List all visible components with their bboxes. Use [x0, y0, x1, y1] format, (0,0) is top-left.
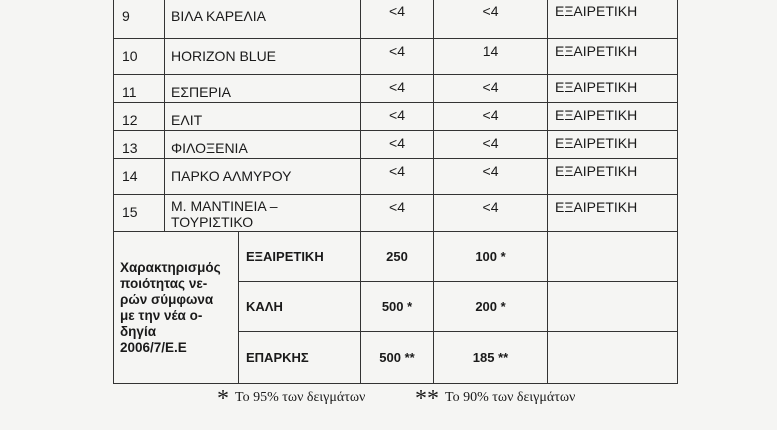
table-row: [114, 131, 678, 159]
value-2: <4: [434, 0, 548, 39]
level-value-2: 200 *: [434, 282, 548, 332]
table-row: [114, 232, 678, 282]
quality-rating: ΕΞΑΙΡΕΤΙΚΗ: [548, 39, 678, 75]
value-1: <4: [361, 0, 434, 39]
label-line: δηγία: [120, 323, 156, 339]
value-1: <4: [361, 131, 434, 159]
results-table: [113, 0, 678, 384]
row-number: 10: [114, 39, 165, 75]
quality-rating: ΕΞΑΙΡΕΤΙΚΗ: [548, 131, 678, 159]
label-line: ποιότητας νε-: [120, 275, 208, 291]
quality-rating: ΕΞΑΙΡΕΤΙΚΗ: [548, 159, 678, 195]
double-asterisk-mark: **: [415, 386, 439, 412]
site-name: ΕΣΠΕΡΙΑ: [165, 75, 361, 103]
footnote-text: Το 95% των δειγμάτων: [235, 390, 366, 405]
site-name-line: ΤΟΥΡΙΣΤΙΚΟ: [171, 214, 254, 230]
row-number: 13: [114, 131, 165, 159]
empty-cell: [548, 282, 678, 332]
footnote-95: [217, 386, 365, 413]
level-category: ΕΞΑΙΡΕΤΙΚΗ: [239, 232, 361, 282]
site-name: HORIZON BLUE: [165, 39, 361, 75]
value-2: <4: [434, 131, 548, 159]
table-row: [114, 159, 678, 195]
level-value-2: 100 *: [434, 232, 548, 282]
value-2: <4: [434, 75, 548, 103]
empty-cell: [548, 232, 678, 282]
quality-rating: ΕΞΑΙΡΕΤΙΚΗ: [548, 0, 678, 39]
label-line: ρών σύμφωνα: [120, 291, 214, 307]
table-row: [114, 103, 678, 131]
site-name: ΠΑΡΚΟ ΑΛΜΥΡΟΥ: [165, 159, 361, 195]
level-category: ΕΠΑΡΚΗΣ: [239, 332, 361, 384]
table-row: [114, 0, 678, 39]
quality-rating: ΕΞΑΙΡΕΤΙΚΗ: [548, 75, 678, 103]
footnote-text: Το 90% των δειγμάτων: [445, 390, 576, 405]
value-2: <4: [434, 103, 548, 131]
site-name: [165, 195, 361, 232]
table-row: [114, 195, 678, 232]
value-1: <4: [361, 195, 434, 232]
label-line: με την νέα ο-: [120, 307, 203, 323]
row-number: 9: [114, 0, 165, 39]
value-2: <4: [434, 159, 548, 195]
level-value-1: 500 *: [361, 282, 434, 332]
footnote-90: [415, 386, 575, 413]
asterisk-mark: *: [217, 386, 229, 412]
row-number: 11: [114, 75, 165, 103]
row-number: 15: [114, 195, 165, 232]
label-line: Χαρακτηρισμός: [120, 259, 221, 275]
value-1: <4: [361, 103, 434, 131]
site-name: ΒΙΛΑ ΚΑΡΕΛΙΑ: [165, 0, 361, 39]
characterization-label: [114, 232, 239, 384]
level-value-2: 185 **: [434, 332, 548, 384]
value-1: <4: [361, 39, 434, 75]
site-name: ΦΙΛΟΞΕΝΙΑ: [165, 131, 361, 159]
empty-cell: [548, 332, 678, 384]
level-value-1: 500 **: [361, 332, 434, 384]
level-category: ΚΑΛΗ: [239, 282, 361, 332]
quality-rating: ΕΞΑΙΡΕΤΙΚΗ: [548, 195, 678, 232]
table-row: [114, 39, 678, 75]
site-name: ΕΛΙΤ: [165, 103, 361, 131]
value-2: <4: [434, 195, 548, 232]
value-1: <4: [361, 159, 434, 195]
row-number: 14: [114, 159, 165, 195]
value-2: 14: [434, 39, 548, 75]
table-row: [114, 75, 678, 103]
value-1: <4: [361, 75, 434, 103]
label-line: 2006/7/Ε.Ε: [120, 339, 187, 355]
level-value-1: 250: [361, 232, 434, 282]
site-name-line: Μ. ΜΑΝΤΙΝΕΙΑ –: [171, 198, 278, 214]
row-number: 12: [114, 103, 165, 131]
quality-rating: ΕΞΑΙΡΕΤΙΚΗ: [548, 103, 678, 131]
